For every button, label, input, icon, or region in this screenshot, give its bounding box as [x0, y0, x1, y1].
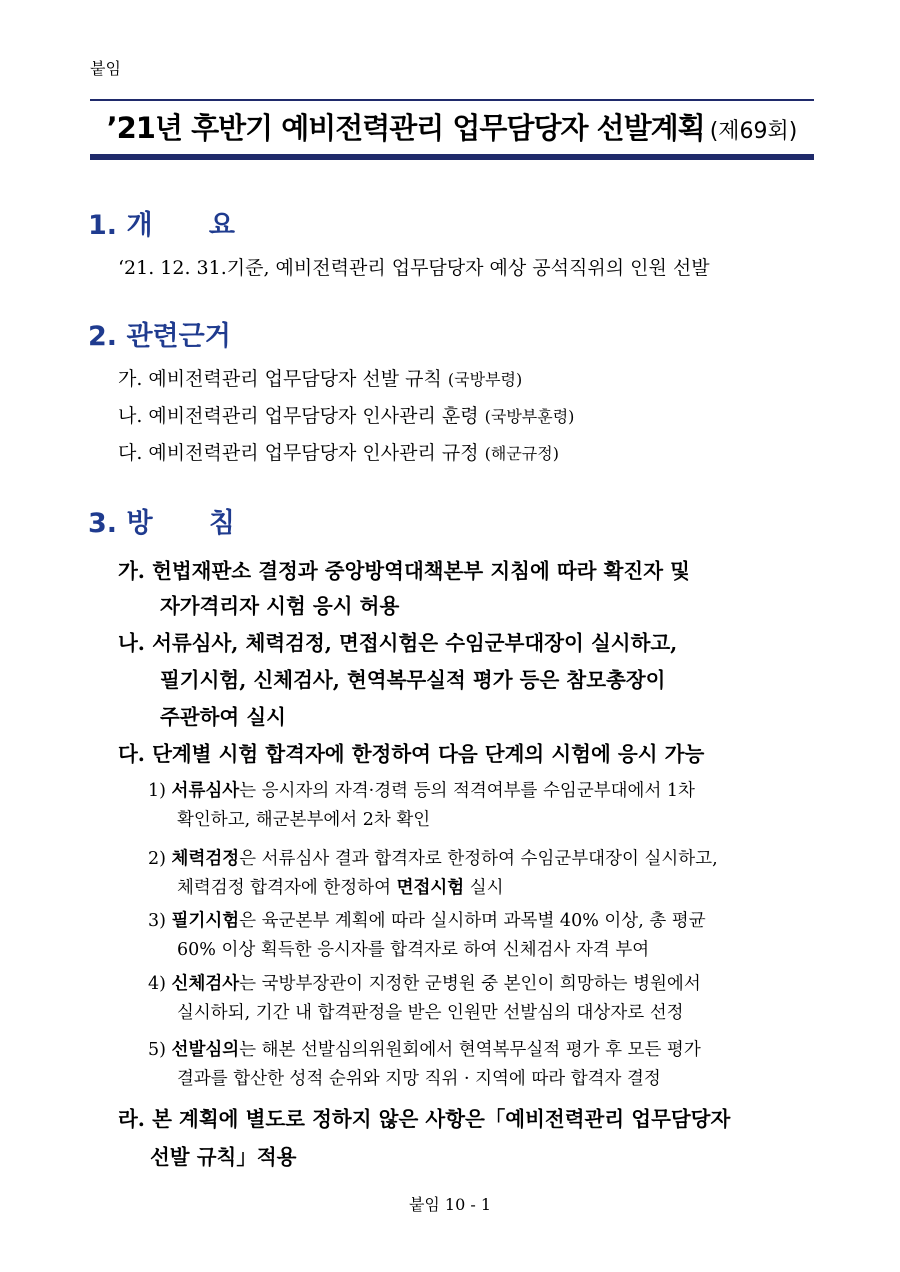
item-text: 실시: [464, 878, 504, 898]
policy-ga-line2: 자가격리자 시험 응시 허용: [160, 594, 400, 618]
basis-item-1: [118, 364, 522, 391]
item-text: 는 해본 선발심의위원회에서 현역복무실적 평가 후 모든 평가: [239, 1040, 701, 1060]
section-heading-policy: 3. 방 침: [88, 508, 236, 539]
item-number: 2): [148, 849, 166, 869]
title-sub: (제69회): [709, 119, 798, 144]
title-rule-top: [90, 99, 814, 101]
policy-na-line3: 주관하여 실시: [160, 705, 286, 729]
title-main: ’21년 후반기 예비전력관리 업무담당자 선발계획: [106, 111, 705, 145]
policy-na-line2: 필기시험, 신체검사, 현역복무실적 평가 등은 참모총장이: [160, 668, 666, 692]
section-heading-basis: 2. 관련근거: [88, 321, 231, 352]
basis-item-text: 다. 예비전력관리 업무담당자 인사관리 규정: [118, 442, 479, 464]
da-item-4-line1: [148, 970, 701, 995]
page-number: 붙임 10 - 1: [408, 1195, 492, 1214]
policy-ra-line1: 라. 본 계획에 별도로 정하지 않은 사항은「예비전력관리 업무담당자: [118, 1107, 731, 1131]
da-item-5-line2: 결과를 합산한 성적 순위와 지망 직위 · 지역에 따라 합격자 결정: [177, 1069, 661, 1089]
item-number: 1): [148, 781, 166, 801]
item-term: 서류심사: [171, 781, 240, 801]
item-term: 면접시험: [396, 878, 465, 898]
basis-item-text: 가. 예비전력관리 업무담당자 선발 규칙: [118, 368, 442, 390]
da-item-1-line2: 확인하고, 해군본부에서 2차 확인: [177, 810, 431, 830]
basis-item-note: (해군규정): [484, 444, 559, 463]
attachment-label: 붙임: [90, 59, 121, 78]
da-item-3-line1: [148, 907, 706, 932]
section-heading-overview: 1. 개 요: [88, 210, 236, 241]
policy-da-line1: 다. 단계별 시험 합격자에 한정하여 다음 단계의 시험에 응시 가능: [118, 742, 705, 766]
item-number: 4): [148, 974, 166, 994]
basis-item-note: (국방부훈령): [484, 407, 575, 426]
item-number: 3): [148, 911, 166, 931]
item-text: 은 서류심사 결과 합격자로 한정하여 수임군부대장이 실시하고,: [239, 849, 718, 869]
item-text: 는 응시자의 자격·경력 등의 적격여부를 수임군부대에서 1차: [239, 781, 695, 801]
basis-item-3: [118, 438, 559, 465]
item-text: 는 국방부장관이 지정한 군병원 중 본인이 희망하는 병원에서: [239, 974, 701, 994]
policy-ga-line1: 가. 헌법재판소 결정과 중앙방역대책본부 지침에 따라 확진자 및: [118, 559, 690, 583]
da-item-5-line1: [148, 1036, 701, 1061]
policy-ra-line2: 선발 규칙」적용: [150, 1145, 297, 1169]
item-term: 체력검정: [171, 849, 240, 869]
title-rule-bottom: [90, 154, 814, 160]
basis-item-text: 나. 예비전력관리 업무담당자 인사관리 훈령: [118, 405, 479, 427]
item-term: 선발심의: [171, 1040, 240, 1060]
item-text: 체력검정 합격자에 한정하여: [177, 878, 397, 898]
da-item-4-line2: 실시하되, 기간 내 합격판정을 받은 인원만 선발심의 대상자로 선정: [177, 1003, 684, 1023]
policy-na-line1: 나. 서류심사, 체력검정, 면접시험은 수임군부대장이 실시하고,: [118, 631, 678, 655]
da-item-3-line2: 60% 이상 획득한 응시자를 합격자로 하여 신체검사 자격 부여: [177, 940, 650, 960]
da-item-2-line1: [148, 845, 718, 870]
document-title: [90, 106, 814, 147]
da-item-1-line1: [148, 777, 695, 802]
item-term: 신체검사: [171, 974, 240, 994]
overview-text: ‘21. 12. 31.기준, 예비전력관리 업무담당자 예상 공석직위의 인원 선발: [118, 257, 710, 279]
item-text: 은 육군본부 계획에 따라 실시하며 과목별 40% 이상, 총 평균: [239, 911, 706, 931]
da-item-2-line2: [177, 874, 504, 899]
basis-item-2: [118, 401, 574, 428]
item-term: 필기시험: [171, 911, 240, 931]
item-number: 5): [148, 1040, 166, 1060]
basis-item-note: (국방부령): [447, 370, 523, 389]
